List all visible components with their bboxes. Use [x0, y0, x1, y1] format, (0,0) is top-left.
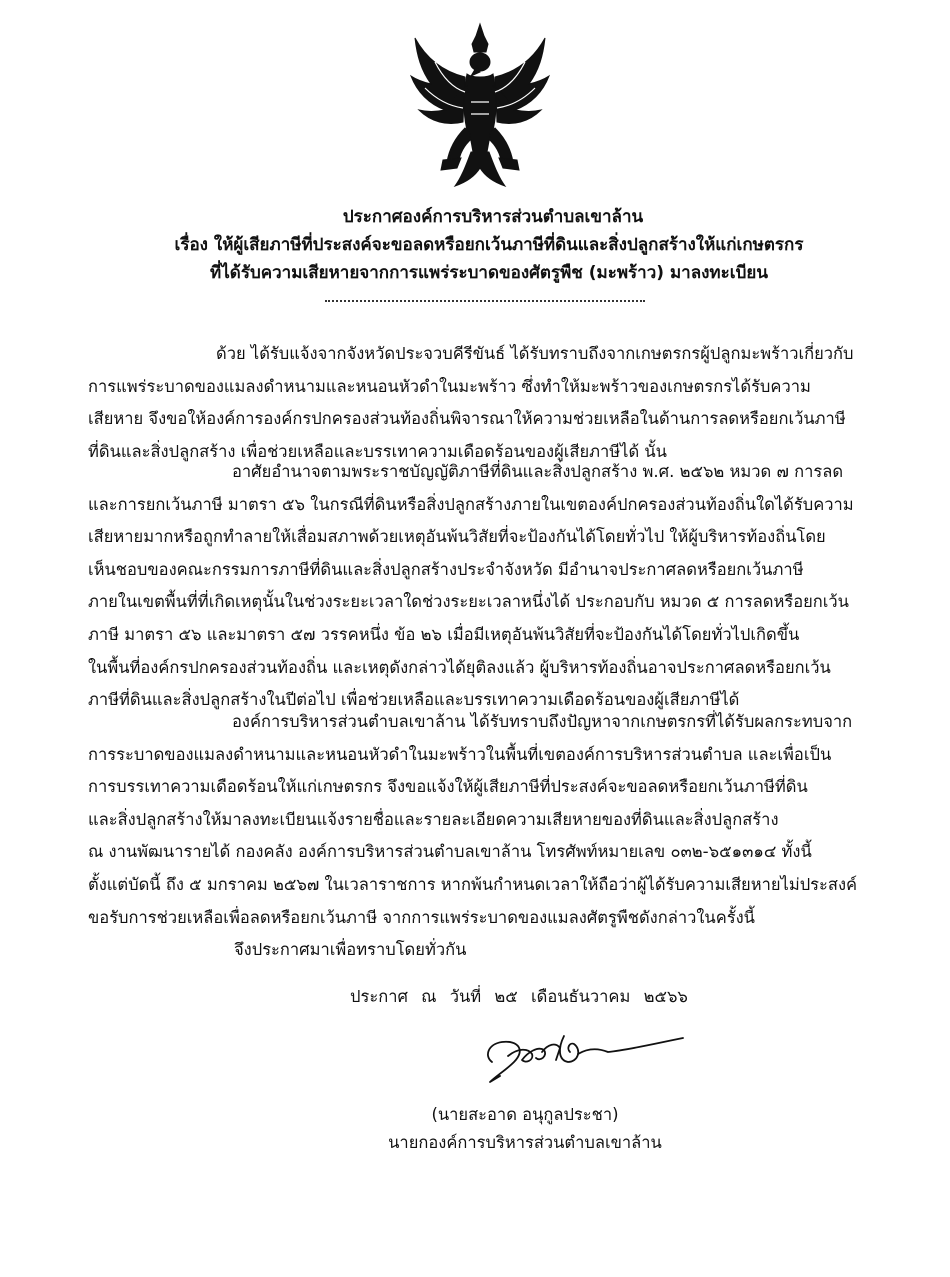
paragraph-1 [88, 338, 860, 468]
paragraph-2-line: ภาษีที่ดินและสิ่งปลูกสร้างในปีต่อไป เพื่อช่วยเหลือและบรรเทาความเดือดร้อนของผู้เสียภาษีได้ [88, 690, 740, 710]
signatory-name: (นายสะอาด อนุกูลประชา) [431, 1105, 619, 1124]
paragraph-3-line: การระบาดของแมลงดำหนามและหนอนหัวดำในมะพร้าวในพื้นที่เขตองค์การบริหารส่วนตำบล และเพื่อเป็น [88, 744, 832, 764]
paragraph-2-line: อาศัยอำนาจตามพระราชบัญญัติภาษีที่ดินและสิ่งปลูกสร้าง พ.ศ. ๒๕๖๒ หมวด ๗ การลด [232, 462, 844, 481]
garuda-emblem-icon [405, 22, 555, 190]
paragraph-3-line: และสิ่งปลูกสร้างให้มาลงทะเบียนแจ้งรายชื่อและรายละเอียดความเสียหายของที่ดินและสิ่งปลูกสร้าง [88, 809, 779, 829]
paragraph-3-line: ตั้งแต่บัดนี้ ถึง ๕ มกราคม ๒๕๖๗ ในเวลาราชการ หากพ้นกำหนดเวลาให้ถือว่าผู้ได้รับความเสียหายไม่ประสงค์ [88, 874, 858, 894]
paragraph-3-line: การบรรเทาความเดือดร้อนให้แก่เกษตรกร จึงขอแจ้งให้ผู้เสียภาษีที่ประสงค์จะขอลดหรือยกเว้นภาษีที่ดิน [88, 777, 808, 797]
document-title: ประกาศองค์การบริหารส่วนตำบลเขาล้าน [342, 207, 644, 227]
paragraph-3-line: ขอรับการช่วยเหลือเพื่อลดหรือยกเว้นภาษี จากการแพร่ระบาดของแมลงศัตรูพืชดังกล่าวในครั้งนี้ [88, 907, 755, 927]
paragraph-2-line: ภายในเขตพื้นที่ที่เกิดเหตุนั้นในช่วงระยะเวลาใดช่วงระยะเวลาหนึ่งได้ ประกอบกับ หมวด ๕ การลดหรือยกเว้น [88, 592, 849, 612]
paragraph-1-line: เสียหาย จึงขอให้องค์การองค์กรปกครองส่วนท้องถิ่นพิจารณาให้ความช่วยเหลือในด้านการลดหรือยกเว้นภาษี [88, 409, 846, 429]
subject-line-2: ที่ได้รับความเสียหายจากการแพร่ระบาดของศัตรูพืช (มะพร้าว) มาลงทะเบียน [210, 263, 768, 283]
subject-line-1: เรื่อง ให้ผู้เสียภาษีที่ประสงค์จะขอลดหรือยกเว้นภาษีที่ดินและสิ่งปลูกสร้างให้แก่เกษตรกร [174, 235, 804, 255]
paragraph-1-line: การแพร่ระบาดของแมลงดำหนามและหนอนหัวดำในมะพร้าว ซึ่งทำให้มะพร้าวของเกษตรกรได้รับความ [88, 376, 811, 396]
announcement-date: ประกาศ ณ วันที่ ๒๕ เดือนธันวาคม ๒๕๖๖ [350, 987, 688, 1006]
paragraph-3-line: องค์การบริหารส่วนตำบลเขาล้าน ได้รับทราบถึงปัญหาจากเกษตรกรที่ได้รับผลกระทบจาก [232, 712, 853, 731]
closing-statement: จึงประกาศมาเพื่อทราบโดยทั่วกัน [234, 940, 467, 959]
paragraph-2-line: ในพื้นที่องค์กรปกครองส่วนท้องถิ่น และเหตุดังกล่าวได้ยุติลงแล้ว ผู้บริหารท้องถิ่นอาจประกาศลดหรือยกเว้น [88, 657, 831, 677]
paragraph-2 [88, 456, 860, 717]
paragraph-3-line: ณ งานพัฒนารายได้ กองคลัง องค์การบริหารส่วนตำบลเขาล้าน โทรศัพท์หมายเลข ๐๓๒-๖๕๑๓๑๔ ทั้งนี้ [88, 842, 812, 862]
paragraph-1-line: ที่ดินและสิ่งปลูกสร้าง เพื่อช่วยเหลือและบรรเทาความเดือดร้อนของผู้เสียภาษีได้ นั้น [88, 441, 667, 461]
handwritten-signature [478, 1022, 688, 1088]
paragraph-2-line: ภาษี มาตรา ๕๖ และมาตรา ๕๗ วรรคหนึ่ง ข้อ ๒๖ เมื่อมีเหตุอันพ้นวิสัยที่จะป้องกันได้โดยทั่วไปเกิดขึ้น [88, 624, 800, 644]
paragraph-2-line: และการยกเว้นภาษี มาตรา ๕๖ ในกรณีที่ดินหรือสิ่งปลูกสร้างภายในเขตองค์ปกครองส่วนท้องถิ่นใดได้รับความ [88, 494, 854, 514]
paragraph-3 [88, 706, 860, 934]
signatory-position: นายกองค์การบริหารส่วนตำบลเขาล้าน [388, 1133, 662, 1152]
dotted-divider [325, 300, 645, 302]
paragraph-1-line: ด้วย ได้รับแจ้งจากจังหวัดประจวบคีรีขันธ์ ได้รับทราบถึงจากเกษตรกรผู้ปลูกมะพร้าวเกี่ยวกับ [216, 344, 854, 363]
paragraph-2-line: เสียหายมากหรือถูกทำลายให้เสื่อมสภาพด้วยเหตุอันพ้นวิสัยที่จะป้องกันได้โดยทั่วไป ให้ผู้บริหารท้องถิ่นโดย [88, 527, 826, 547]
paragraph-2-line: เห็นชอบของคณะกรรมการภาษีที่ดินและสิ่งปลูกสร้างประจำจังหวัด มีอำนาจประกาศลดหรือยกเว้นภาษี [88, 559, 804, 579]
